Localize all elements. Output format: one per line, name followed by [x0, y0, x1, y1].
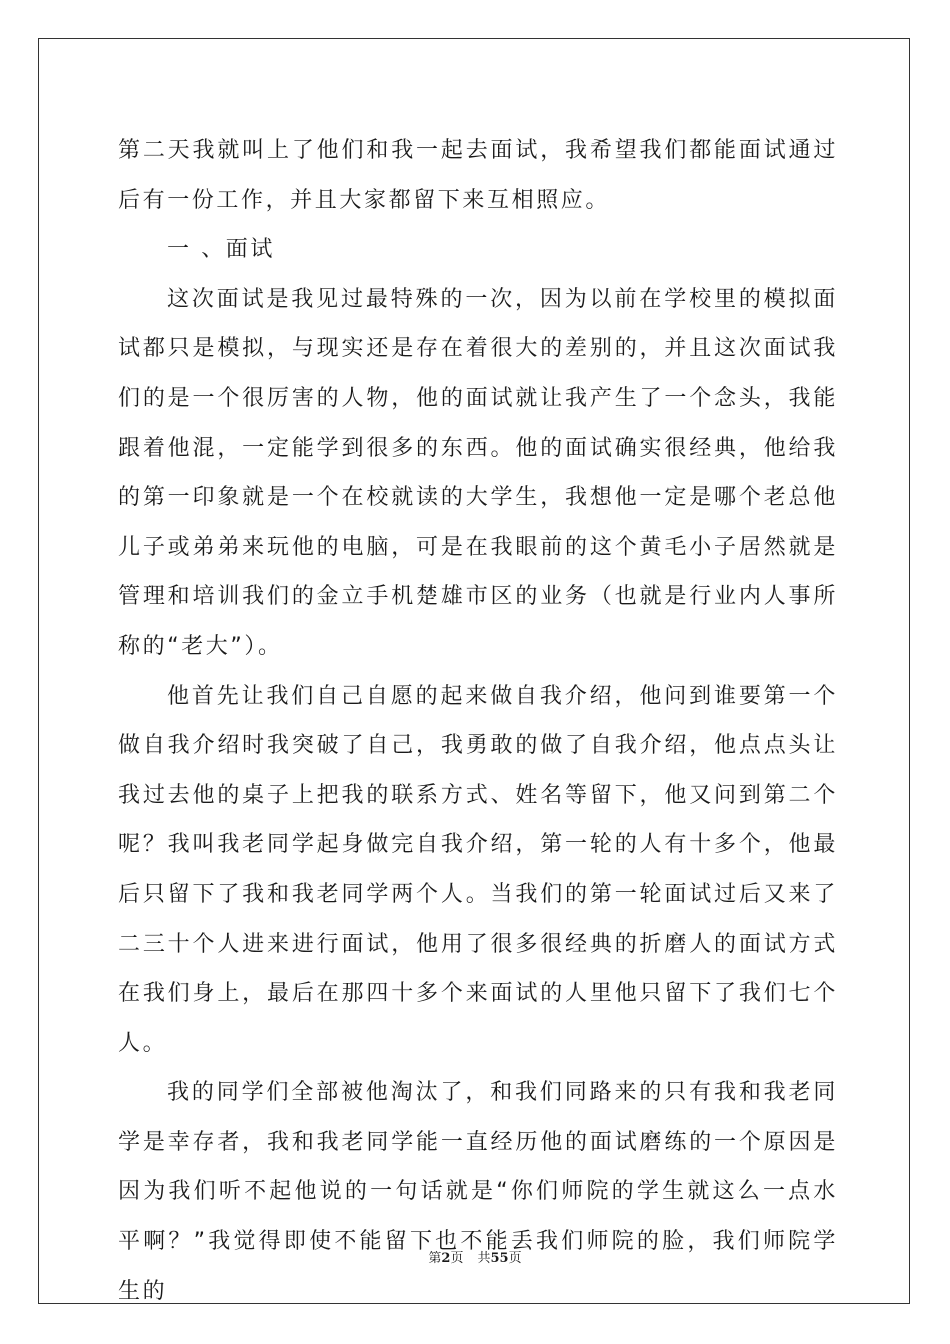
page-number: 2 — [441, 1251, 451, 1266]
document-body — [118, 126, 838, 1316]
total-suffix: 页 — [508, 1251, 522, 1266]
paragraph-2: 这次面试是我见过最特殊的一次，因为以前在学校里的模拟面试都只是模拟，与现实还是存在着很大的差别的，并且这次面试我们的是一个很厉害的人物，他的面试就让我产生了一个念头，我能跟着他混，一定能学到很多的东西。他的面试确实很经典，他给我的第一印象就是一个在校就读的大学生，我想他一定是哪个老总他儿子或弟弟来玩他的电脑，可是在我眼前的这个黄毛小子居然就是管理和培训我们的金立手机楚雄市区的业务（也就是行业内人事所称的“老大”）。 — [118, 286, 838, 659]
total-pages: 55 — [490, 1251, 509, 1266]
paragraph-1: 第二天我就叫上了他们和我一起去面试，我希望我们都能面试通过后有一份工作，并且大家都留下来互相照应。 — [118, 138, 838, 213]
page-suffix: 页 — [450, 1251, 464, 1266]
total-prefix: 共 — [477, 1251, 491, 1266]
section-heading: 一 、面试 — [167, 237, 275, 263]
paragraph-3: 他首先让我们自己自愿的起来做自我介绍，他问到谁要第一个做自我介绍时我突破了自己，我勇敢的做了自我介绍，他点点头让我过去他的桌子上把我的联系方式、姓名等留下，他又问到第二个呢？我叫我老同学起身做完自我介绍，第一轮的人有十多个，他最后只留下了我和我老同学两个人。当我们的第一轮面试过后又来了二三十个人进来进行面试，他用了很多很经典的折磨人的面试方式在我们身上，最后在那四十多个来面试的人里他只留下了我们七个人。 — [118, 683, 838, 1056]
page-footer — [0, 1247, 950, 1266]
paragraph-4: 我的同学们全部被他淘汰了，和我们同路来的只有我和我老同学是幸存者，我和我老同学能一直经历他的面试磨练的一个原因是因为我们听不起他说的一句话就是“你们师院的学生就这么一点水平啊？”我觉得即使不能留下也不能丢我们师院的脸，我们师院学生的 — [118, 1080, 838, 1304]
page-prefix: 第 — [428, 1251, 442, 1266]
